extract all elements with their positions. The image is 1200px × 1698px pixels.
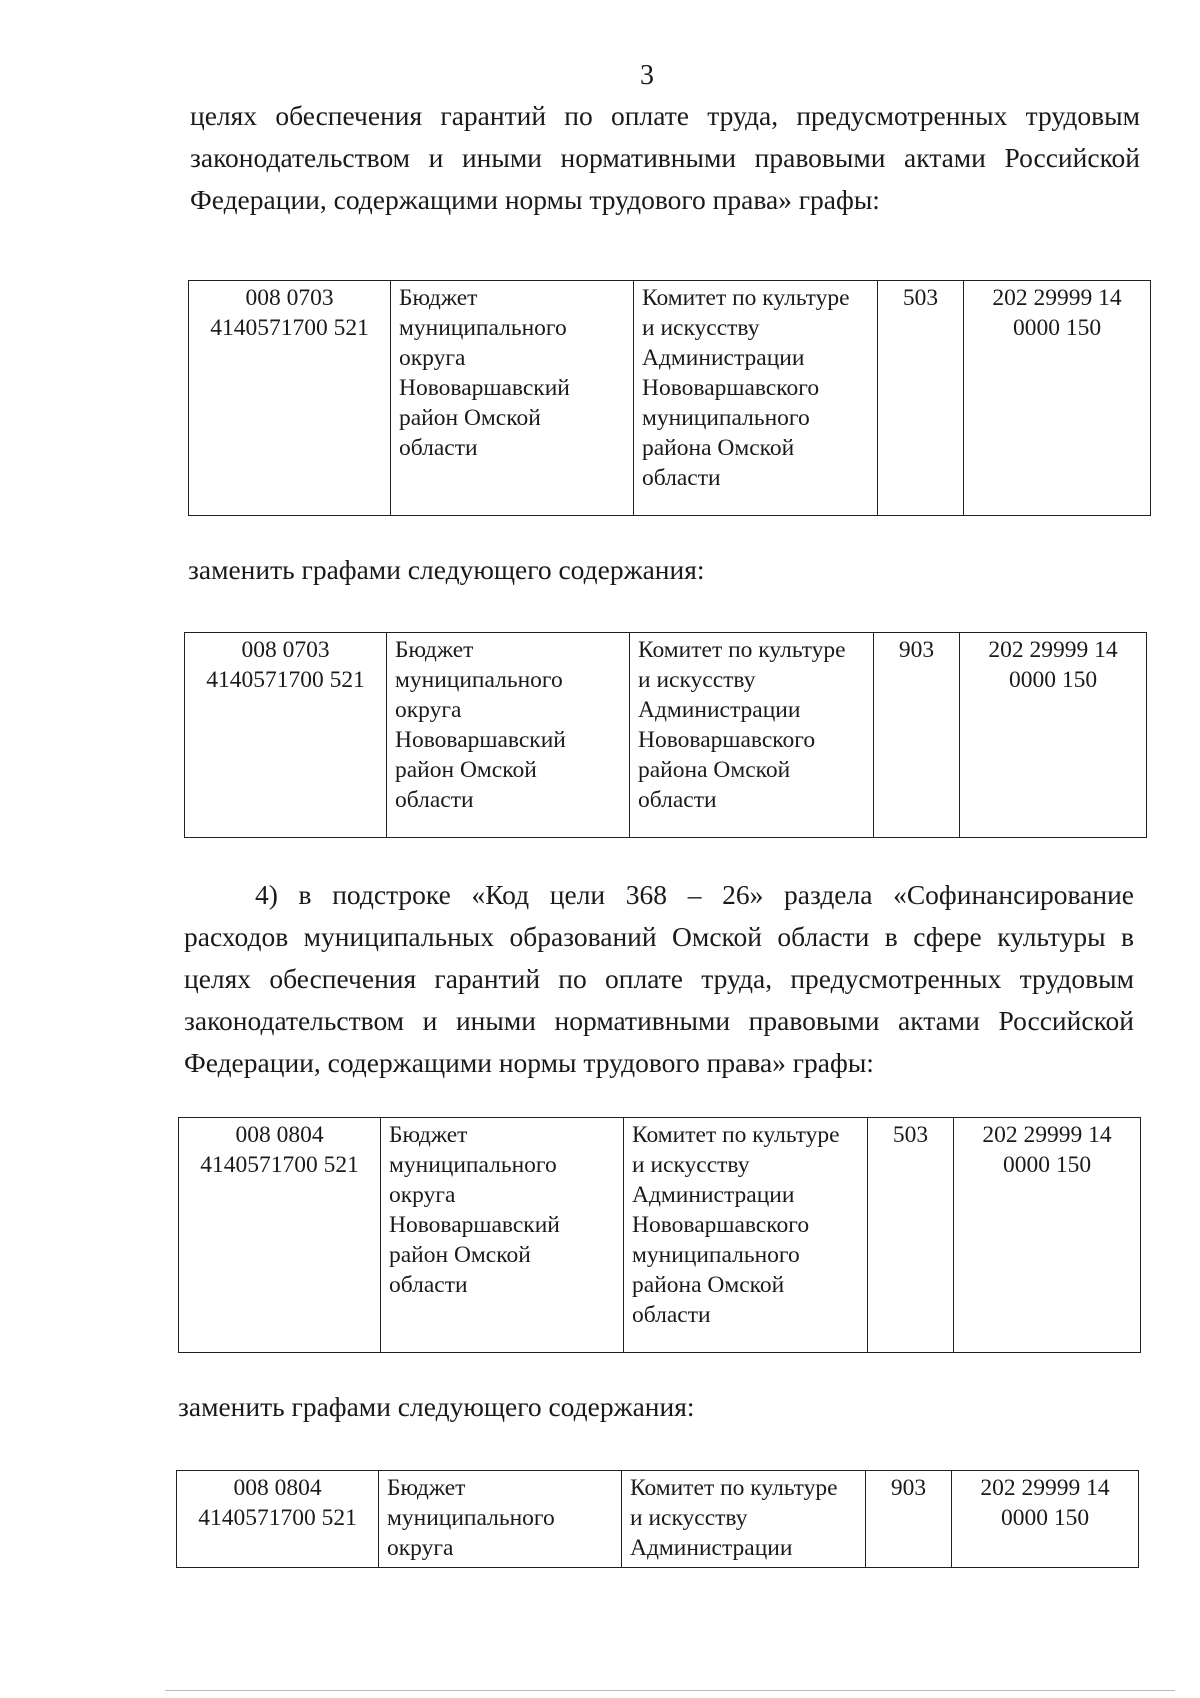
number-cell: 503 [868, 1118, 954, 1353]
budget-cell [387, 633, 630, 838]
cell-line: округа [387, 1535, 454, 1561]
budget-cell [379, 1471, 622, 1568]
cell-line: и искусству [632, 1152, 750, 1178]
cell-line: 008 0703 [245, 285, 334, 311]
budget-table-1 [188, 280, 1151, 516]
table-row [177, 1471, 1139, 1568]
table-row [179, 1118, 1141, 1353]
paragraph-item-4 [184, 874, 1134, 1084]
cell-line: области [642, 465, 721, 491]
cell-line: 0000 150 [1000, 1505, 1090, 1531]
cell-line: Нововаршавского [632, 1212, 810, 1238]
cell-line: 4140571700 521 [210, 315, 369, 341]
cell-line: 008 0804 [233, 1475, 322, 1501]
cell-line: области [399, 435, 478, 461]
cell-line: Бюджет [389, 1122, 468, 1148]
cell-line: Администрации [630, 1535, 793, 1561]
cell-line: 202 29999 14 [982, 1122, 1112, 1148]
cell-line: округа [389, 1182, 456, 1208]
cell-line: муниципального [632, 1242, 800, 1268]
cell-line: район Омской [399, 405, 541, 431]
code-cell [179, 1118, 381, 1353]
committee-cell [630, 633, 874, 838]
cell-line: Администрации [632, 1182, 795, 1208]
cell-line: муниципального [395, 667, 563, 693]
cell-line: Комитет по культуре [630, 1475, 838, 1501]
cell-line: района Омской [642, 435, 795, 461]
cell-line: Бюджет [395, 637, 474, 663]
cell-line: Комитет по культуре [642, 285, 850, 311]
cell-line: 008 0804 [235, 1122, 324, 1148]
committee-cell [622, 1471, 866, 1568]
budget-cell [391, 281, 634, 516]
budget-table-3 [178, 1117, 1141, 1353]
cell-line: 0000 150 [1002, 1152, 1092, 1178]
cell-line: области [632, 1302, 711, 1328]
committee-cell [624, 1118, 868, 1353]
cell-line: Нововаршавский [395, 727, 566, 753]
cell-line: район Омской [389, 1242, 531, 1268]
cell-line: Комитет по культуре [638, 637, 846, 663]
code-cell [185, 633, 387, 838]
cell-line: 202 29999 14 [992, 285, 1122, 311]
replace-instruction-2: заменить графами следующего содержания: [178, 1391, 695, 1422]
cell-line: и искусству [630, 1505, 748, 1531]
cell-line: Администрации [642, 345, 805, 371]
cell-line: 4140571700 521 [206, 667, 365, 693]
paragraph-line: целях обеспечения гарантий по оплате труда, предусмотренных трудовым [184, 963, 1134, 994]
cell-line: Комитет по культуре [632, 1122, 840, 1148]
cell-line: муниципального [399, 315, 567, 341]
cell-line: 4140571700 521 [198, 1505, 357, 1531]
cell-line: 0000 150 [1008, 667, 1098, 693]
paragraph-line: Федерации, содержащими нормы трудового права» графы: [190, 184, 880, 215]
table-row [189, 281, 1151, 516]
replace-instruction-1: заменить графами следующего содержания: [188, 554, 705, 585]
cell-line: 008 0703 [241, 637, 330, 663]
paragraph-line: 4) в подстроке «Код цели 368 – 26» раздела «Софинансирование [255, 879, 1134, 910]
cell-line: Бюджет [399, 285, 478, 311]
code-cell [177, 1471, 379, 1568]
kbk-cell [960, 633, 1147, 838]
number-cell: 903 [874, 633, 960, 838]
kbk-cell [964, 281, 1151, 516]
cell-line: 0000 150 [1012, 315, 1102, 341]
paragraph-line: расходов муниципальных образований Омской области в сфере культуры в [184, 921, 1134, 952]
paragraph-line: Федерации, содержащими нормы трудового права» графы: [184, 1047, 874, 1078]
cell-line: Нововаршавского [642, 375, 820, 401]
cell-line: района Омской [638, 757, 791, 783]
kbk-cell [954, 1118, 1141, 1353]
cell-line: район Омской [395, 757, 537, 783]
cell-line: Нововаршавский [389, 1212, 560, 1238]
page-number: 3 [640, 60, 654, 91]
cell-line: 4140571700 521 [200, 1152, 359, 1178]
cell-line: и искусству [638, 667, 756, 693]
table-row [185, 633, 1147, 838]
cell-line: Администрации [638, 697, 801, 723]
paragraph-intro [190, 95, 1140, 221]
budget-table-4 [176, 1470, 1139, 1568]
cell-line: муниципального [642, 405, 810, 431]
cell-line: округа [395, 697, 462, 723]
budget-cell [381, 1118, 624, 1353]
cell-line: Нововаршавского [638, 727, 816, 753]
cell-line: муниципального [389, 1152, 557, 1178]
committee-cell [634, 281, 878, 516]
cell-line: Нововаршавский [399, 375, 570, 401]
cell-line: муниципального [387, 1505, 555, 1531]
cell-line: Бюджет [387, 1475, 466, 1501]
cell-line: 202 29999 14 [980, 1475, 1110, 1501]
number-cell: 903 [866, 1471, 952, 1568]
number-cell: 503 [878, 281, 964, 516]
kbk-cell [952, 1471, 1139, 1568]
cell-line: области [395, 787, 474, 813]
code-cell [189, 281, 391, 516]
cell-line: области [638, 787, 717, 813]
page-bottom-rule [165, 1690, 1175, 1691]
cell-line: и искусству [642, 315, 760, 341]
cell-line: округа [399, 345, 466, 371]
paragraph-line: законодательством и иными нормативными правовыми актами Российской [184, 1005, 1134, 1036]
cell-line: области [389, 1272, 468, 1298]
budget-table-2 [184, 632, 1147, 838]
paragraph-line: законодательством и иными нормативными правовыми актами Российской [190, 142, 1140, 173]
cell-line: 202 29999 14 [988, 637, 1118, 663]
paragraph-line: целях обеспечения гарантий по оплате труда, предусмотренных трудовым [190, 100, 1140, 131]
cell-line: района Омской [632, 1272, 785, 1298]
